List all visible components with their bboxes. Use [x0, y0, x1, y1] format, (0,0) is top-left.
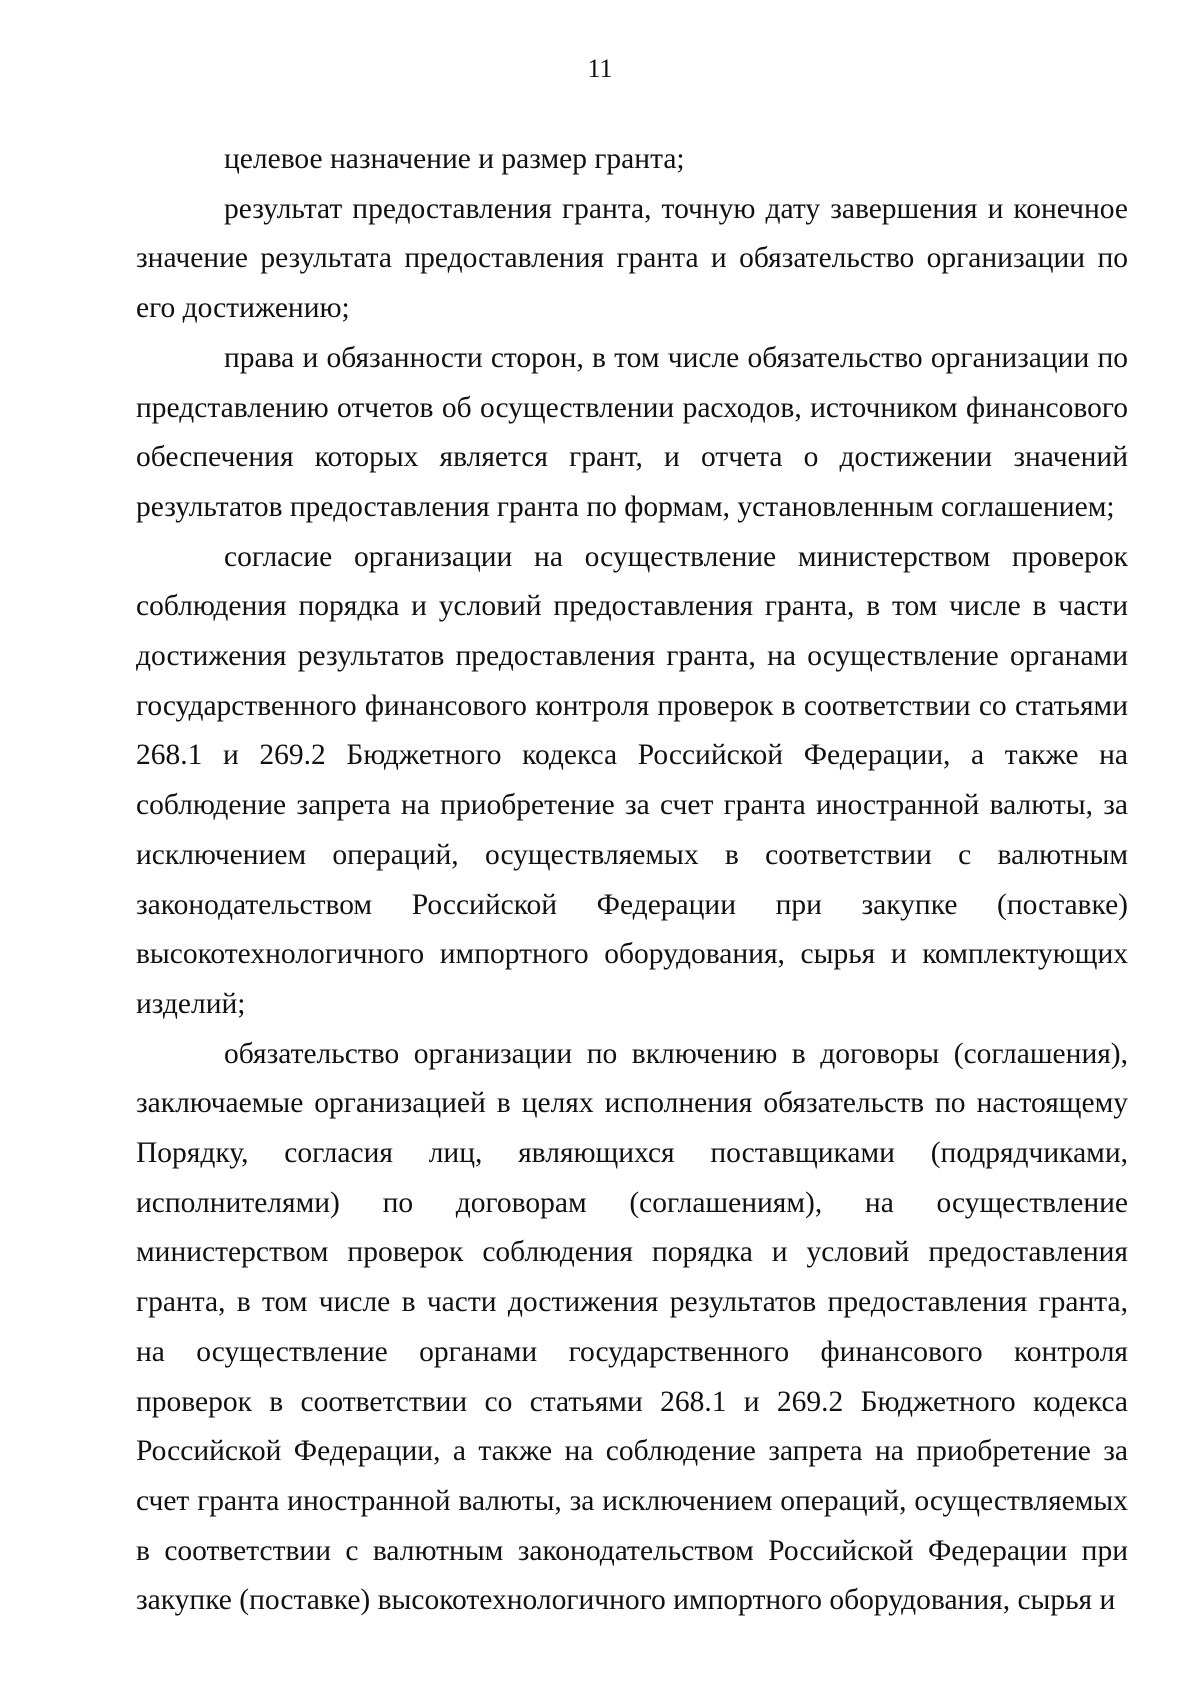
paragraph-rights-obligations: права и обязанности сторон, в том числе обязательство организации по представлению отчетов об осуществлении расходов, источником финансового обеспечения которых является грант, и отчета о достижении значений результатов предоставления гранта по формам, установленным соглашением; — [136, 341, 1128, 523]
paragraph-organization-consent: согласие организации на осуществление министерством проверок соблюдения порядка и условий предоставления гранта, в том числе в части достижения результатов предоставления гранта, на осуществление органами государственного финансового контроля проверок в соответствии со статьями 268.1 и 269.2 Бюджетного кодекса Российской Федерации, а также на соблюдение запрета на приобретение за счет гранта иностранной валюты, за исключением операций, осуществляемых в соответствии с валютным законодательством Российской Федерации при закупке (поставке) высокотехнологичного импортного оборудования, сырья и комплектующих изделий; — [136, 540, 1128, 1020]
paragraph-contract-obligation: обязательство организации по включению в договоры (соглашения), заключаемые организацией в целях исполнения обязательств по настоящему Порядку, согласия лиц, являющихся поставщиками (подрядчиками, исполнителями) по договорам (соглашениям), на осуществление министерством проверок соблюдения порядка и условий предоставления гранта, в том числе в части достижения результатов предоставления гранта, на осуществление органами государственного финансового контроля проверок в соответствии со статьями 268.1 и 269.2 Бюджетного кодекса Российской Федерации, а также на соблюдение запрета на приобретение за счет гранта иностранной валюты, за исключением операций, осуществляемых в соответствии с валютным законодательством Российской Федерации при закупке (поставке) высокотехнологичного импортного оборудования, сырья и — [136, 1037, 1128, 1617]
page-number: 11 — [587, 54, 613, 83]
paragraph-grant-purpose: целевое назначение и размер гранта; — [224, 143, 685, 175]
document-body — [136, 135, 1128, 1626]
paragraph-grant-result: результат предоставления гранта, точную дату завершения и конечное значение результата предоставления гранта и обязательство организации по его достижению; — [136, 192, 1128, 325]
